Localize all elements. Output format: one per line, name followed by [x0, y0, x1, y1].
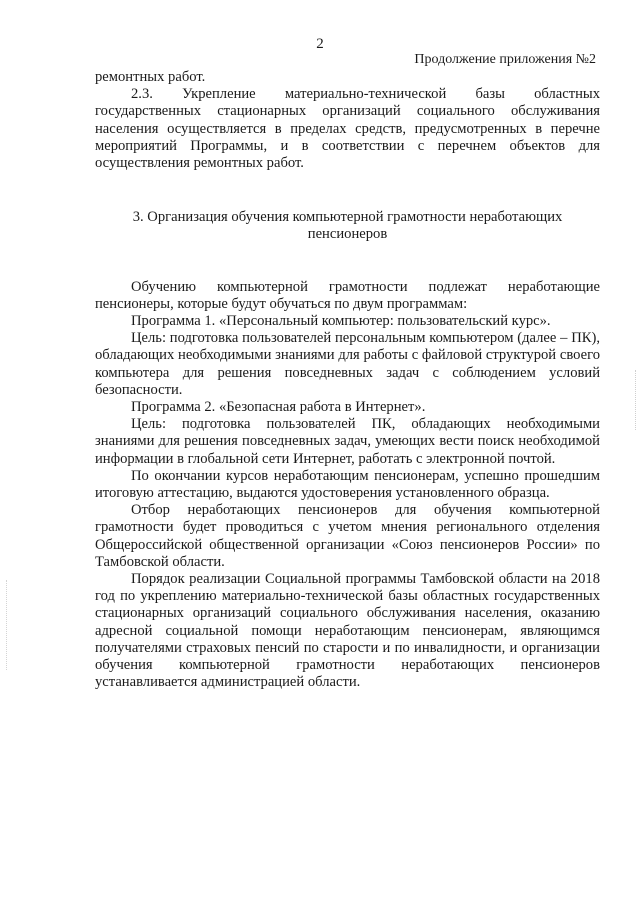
- program-2-title: Программа 2. «Безопасная работа в Интернет».: [131, 399, 426, 416]
- paragraph-certificates: По окончании курсов неработающим пенсионерам, успешно прошедшим итоговую аттестацию, выдаются удостоверения установленного образца.: [95, 467, 600, 502]
- paragraph-procedure: Порядок реализации Социальной программы Тамбовской области на 2018 год по укреплению материально-технической базы областных государственных стационарных организаций социального обслуживания населения, оказанию адресной социальной помощи неработающим пенсионерам, являющимся получателями страховых пенсий по старости и по инвалидности, и организации обучения компьютерной грамотности неработающих пенсионеров устанавливается администрацией области.: [95, 571, 600, 691]
- document-body: [95, 69, 600, 692]
- scan-edge-mark: [6, 580, 8, 670]
- program-2-goal: Цель: подготовка пользователей ПК, обладающих необходимыми знаниями для решения повседневных задач, умеющих вести поиск необходимой информации в глобальной сети Интернет, работать с электронной почтой.: [95, 416, 600, 467]
- program-1-title: Программа 1. «Персональный компьютер: пользовательский курс».: [131, 313, 551, 330]
- appendix-note: Продолжение приложения №2: [414, 52, 596, 67]
- page-number: 2: [316, 36, 324, 52]
- section-title: 3. Организация обучения компьютерной грамотности неработающих пенсионеров: [132, 209, 563, 243]
- paragraph-2-3: 2.3. Укрепление материально-технической базы областных государственных стационарных организаций социального обслуживания населения осуществляется в пределах средств, предусмотренных в перечне мероприятий Программы, и в соответствии с перечнем объектов для осуществления ремонтных работ.: [95, 86, 600, 172]
- program-1-goal: Цель: подготовка пользователей персональным компьютером (далее – ПК), обладающих необходимыми знаниями для работы с файловой структурой своего компьютера для решения повседневных задач с соблюдением условий безопасности.: [95, 330, 600, 398]
- paragraph-selection: Отбор неработающих пенсионеров для обучения компьютерной грамотности будет проводиться с учетом мнения регионального отделения Общероссийской общественной организации «Союз пенсионеров России» по Тамбовской области.: [95, 502, 600, 570]
- scan-edge-mark: [634, 370, 636, 430]
- paragraph-intro: Обучению компьютерной грамотности подлежат неработающие пенсионеры, которые будут обучаться по двум программам:: [95, 278, 600, 312]
- paragraph-continuation: ремонтных работ.: [95, 69, 206, 85]
